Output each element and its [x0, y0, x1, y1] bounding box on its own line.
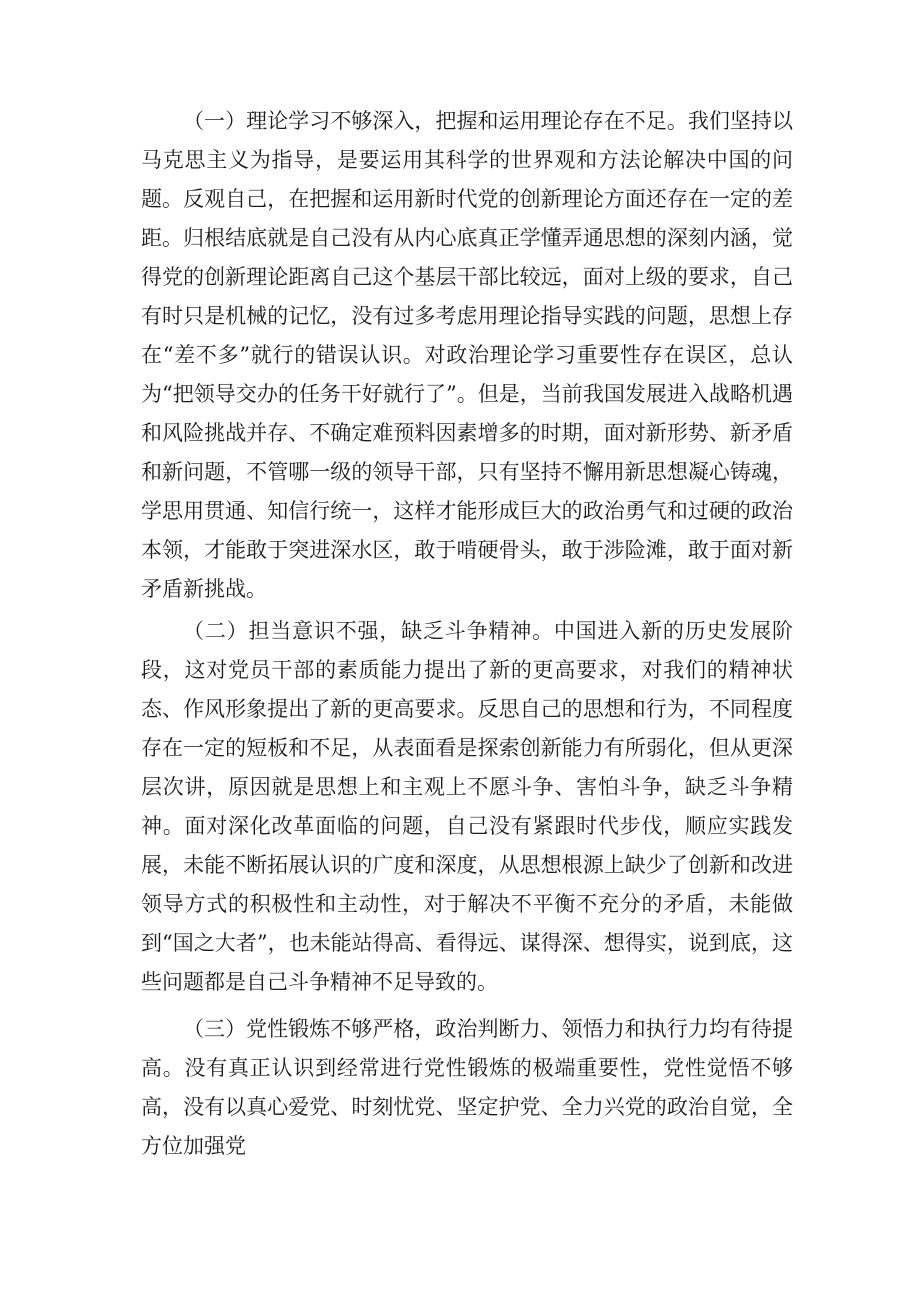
paragraph-3: （三）党性锻炼不够严格，政治判断力、领悟力和执行力均有待提高。没有真正认识到经常进行党性锻炼的极端重要性，党性觉悟不够高，没有以真心爱党、时刻忧党、坚定护党、全力兴党的政治自觉，全方位加强党	[141, 1017, 793, 1158]
document-body	[141, 102, 793, 1166]
paragraph-2: （二）担当意识不强，缺乏斗争精神。中国进入新的历史发展阶段，这对党员干部的素质能力提出了新的更高要求，对我们的精神状态、作风形象提出了新的更高要求。反思自己的思想和行为，不同程度存在一定的短板和不足，从表面看是探索创新能力有所弱化，但从更深层次讲，原因就是思想上和主观上不愿斗争、害怕斗争，缺乏斗争精神。面对深化改革面临的问题，自己没有紧跟时代步伐，顺应实践发展，未能不断拓展认识的广度和深度，从思想根源上缺少了创新和改进领导方式的积极性和主动性，对于解决不平衡不充分的矛盾，未能做到“国之大者”，也未能站得高、看得远、谋得深、想得实，说到底，这些问题都是自己斗争精神不足导致的。	[141, 619, 793, 994]
paragraph-1: （一）理论学习不够深入，把握和运用理论存在不足。我们坚持以马克思主义为指导，是要运用其科学的世界观和方法论解决中国的问题。反观自己，在把握和运用新时代党的创新理论方面还存在一定的差距。归根结底就是自己没有从内心底真正学懂弄通思想的深刻内涵，觉得党的创新理论距离自己这个基层干部比较远，面对上级的要求，自己有时只是机械的记忆，没有过多考虑用理论指导实践的问题，思想上存在“差不多”就行的错误认识。对政治理论学习重要性存在误区，总认为“把领导交办的任务干好就行了”。但是，当前我国发展进入战略机遇和风险挑战并存、不确定难预料因素增多的时期，面对新形势、新矛盾和新问题，不管哪一级的领导干部，只有坚持不懈用新思想凝心铸魂，学思用贯通、知信行统一，这样才能形成巨大的政治勇气和过硬的政治本领，才能敢于突进深水区，敢于啃硬骨头，敢于涉险滩，敢于面对新矛盾新挑战。	[141, 109, 793, 601]
